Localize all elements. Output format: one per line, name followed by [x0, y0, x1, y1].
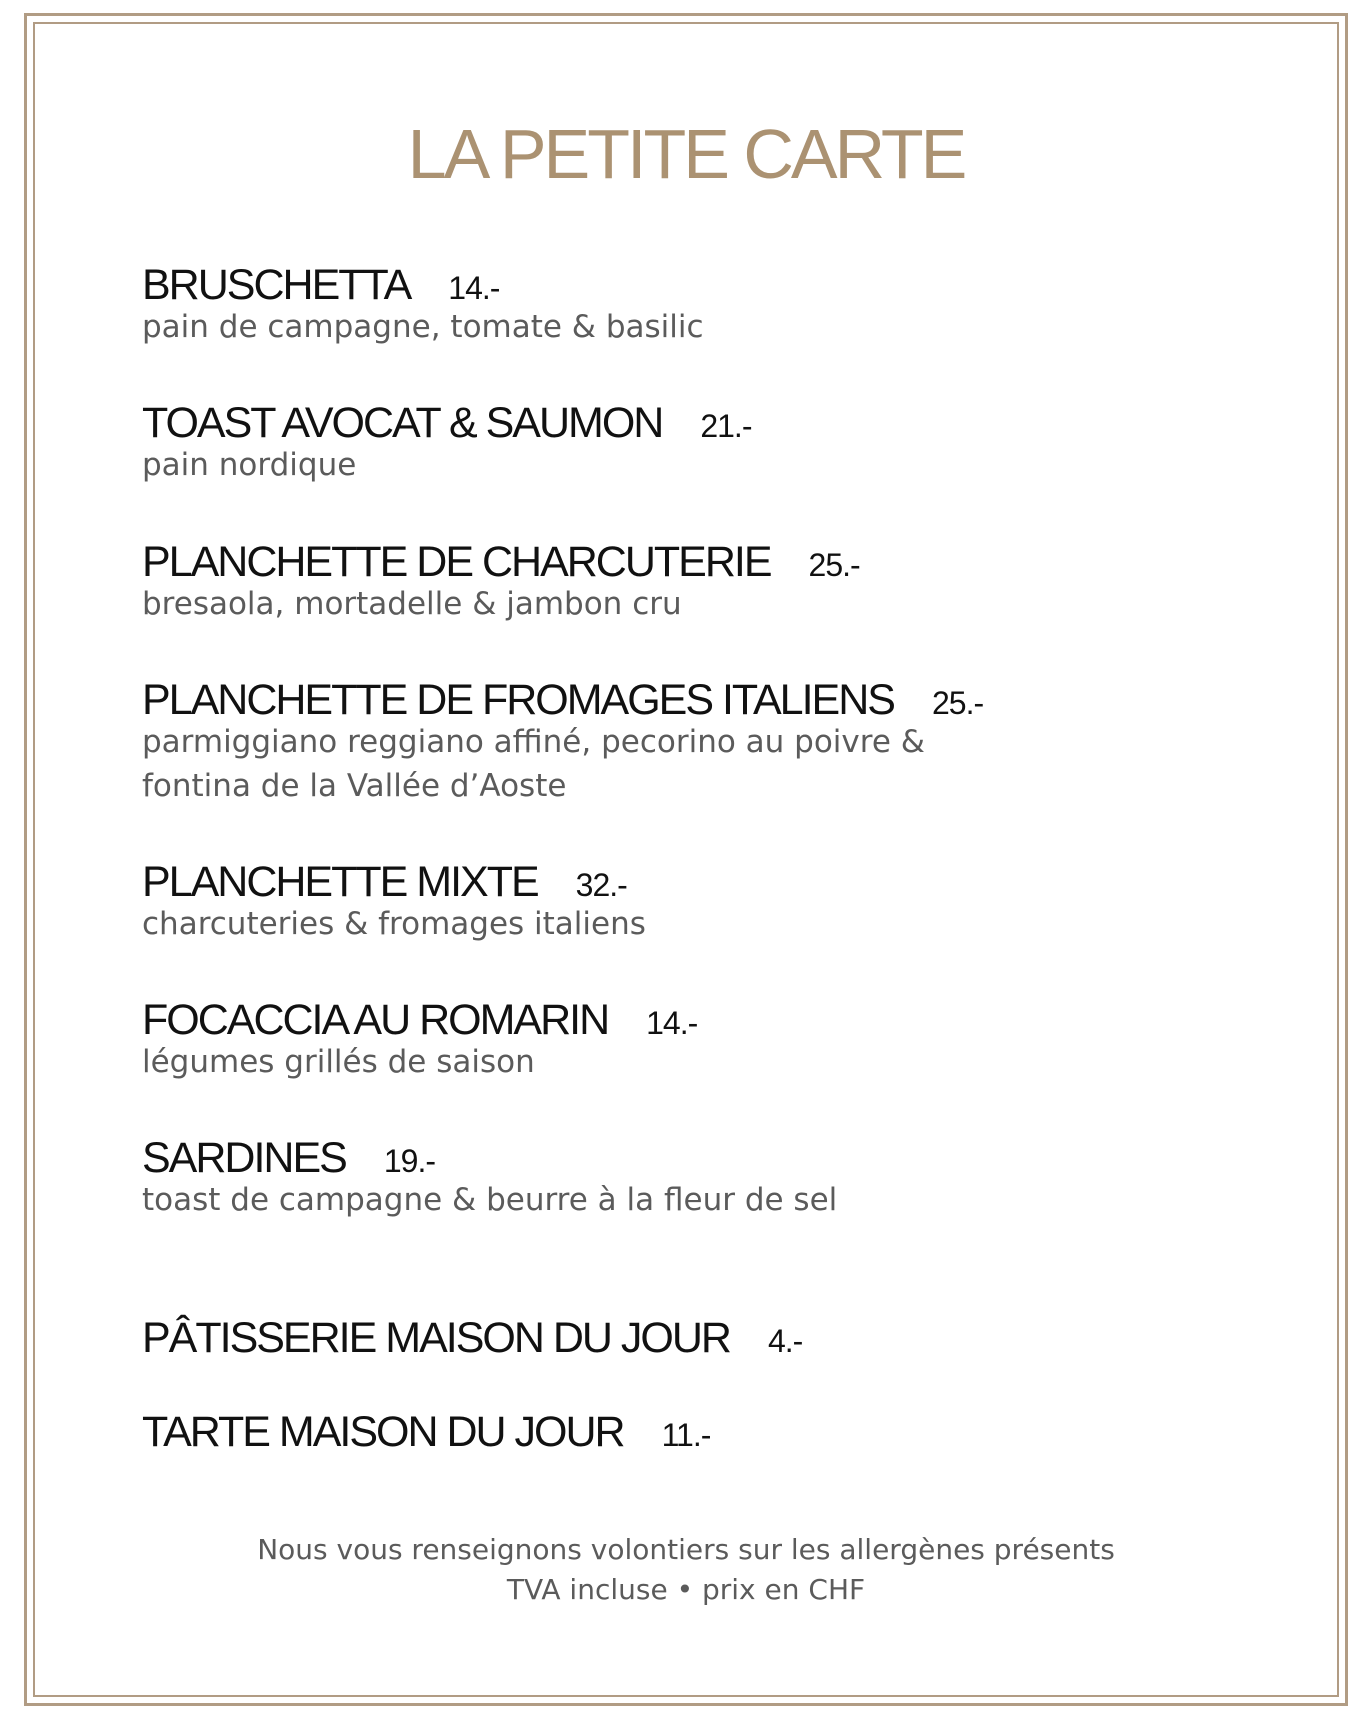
item-name: BRUSCHETTA [142, 261, 411, 309]
item-price: 4.- [767, 1323, 803, 1359]
item-price: 19.- [383, 1143, 435, 1179]
menu-item-toast-avocat [142, 398, 1242, 487]
item-name: TOAST AVOCAT & SAUMON [142, 399, 663, 447]
item-description: toast de campagne & beurre à la fleur de sel [142, 1182, 838, 1218]
item-description: pain nordique [142, 447, 357, 483]
menu-item-tarte [142, 1407, 1242, 1460]
item-price: 14.- [448, 270, 500, 306]
menu-item-sardines [142, 1133, 1242, 1222]
menu-item-planchette-charcuterie [142, 537, 1242, 626]
allergen-note: Nous vous renseignons volontiers sur les allergènes présents [257, 1533, 1115, 1566]
item-price: 14.- [646, 1005, 698, 1041]
vat-note: TVA incluse • prix en CHF [506, 1573, 866, 1606]
item-name: PÂTISSERIE MAISON DU JOUR [142, 1314, 730, 1362]
item-description: bresaola, mortadelle & jambon cru [142, 586, 682, 622]
item-price: 11.- [661, 1417, 711, 1453]
menu-item-patisserie [142, 1313, 1242, 1366]
item-price: 25.- [808, 547, 860, 583]
item-price: 32.- [575, 867, 627, 903]
menu-item-focaccia [142, 995, 1242, 1084]
item-description: pain de campagne, tomate & basilic [142, 309, 704, 345]
menu-item-bruschetta [142, 260, 1242, 349]
item-description: parmiggiano reggiano affiné, pecorino au poivre & fontina de la Vallée d’Aoste [142, 724, 925, 804]
item-name: SARDINES [142, 1134, 346, 1182]
item-name: PLANCHETTE DE FROMAGES ITALIENS [142, 676, 894, 724]
item-description: charcuteries & fromages italiens [142, 906, 646, 942]
menu-item-planchette-mixte [142, 857, 1242, 946]
item-name: TARTE MAISON DU JOUR [142, 1408, 624, 1456]
menu-item-planchette-fromages [142, 675, 1242, 808]
item-price: 25.- [931, 685, 984, 721]
item-price: 21.- [700, 408, 752, 444]
item-name: PLANCHETTE DE CHARCUTERIE [142, 538, 771, 586]
menu-footer [0, 1530, 1372, 1610]
menu-title: LA PETITE CARTE [407, 115, 965, 193]
item-name: PLANCHETTE MIXTE [142, 858, 538, 906]
item-name: FOCACCIA AU ROMARIN [142, 996, 609, 1044]
item-description: légumes grillés de saison [142, 1044, 535, 1080]
